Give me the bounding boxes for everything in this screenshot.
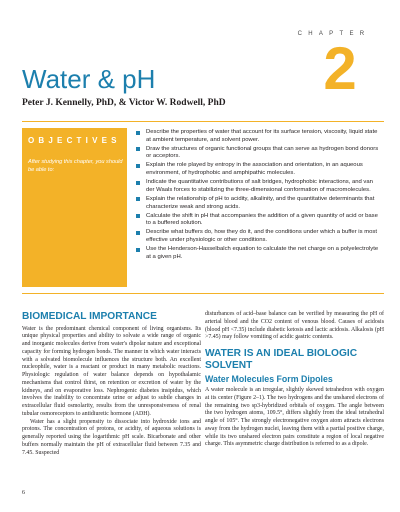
chapter-number: 2: [323, 35, 357, 102]
biomedical-paragraph-2: Water has a slight propensity to dissociate into hydroxide ions and protons. The concentration of protons, or acidity, of aqueous solutions is generally reported using the logarithmic pH scale. Bicarbonate and other buffers normally maintain the pH of extracellular fluid between 7.35 and 7.45. Suspected: [22, 418, 201, 456]
objective-item: [136, 146, 382, 161]
objective-item: [136, 213, 382, 228]
square-bullet-icon: [136, 248, 140, 252]
objective-item: [136, 162, 382, 177]
objectives-list: [136, 129, 382, 263]
page-number: 6: [22, 490, 25, 496]
objective-text: Describe what buffers do, how they do it, and the conditions under which a buffer is most effective under physiologic or other conditions.: [146, 229, 377, 243]
objectives-heading: OBJECTIVES: [28, 136, 121, 145]
objectives-sidebar: [22, 128, 127, 287]
objective-item: [136, 179, 382, 194]
biomedical-paragraph-3: disturbances of acid–base balance can be verified by measuring the pH of arterial blood and the CO2 content of venous blood. Causes of acidosis (blood pH <7.35) include diabetic ketosis and lactic acidosis. Alkalosis (pH >7.45) may follow vomiting of acidic gastric contents.: [205, 311, 384, 341]
chapter-label: CHAPTER: [297, 31, 371, 37]
chapter-title: Water & pH: [22, 64, 156, 94]
square-bullet-icon: [136, 147, 140, 151]
objective-text: Calculate the shift in pH that accompanies the addition of a given quantity of acid or base to a buffered solution.: [146, 212, 378, 227]
left-column: [22, 311, 201, 457]
square-bullet-icon: [136, 197, 140, 201]
right-column: [205, 311, 384, 449]
biomedical-heading: BIOMEDICAL IMPORTANCE: [22, 311, 157, 322]
square-bullet-icon: [136, 231, 140, 235]
objectives-subheading: After studying this chapter, you should be able to:: [28, 159, 123, 173]
objectives-box: [22, 121, 384, 294]
objective-text: Draw the structures of organic functional groups that can serve as hydrogen bond donors or acceptors.: [146, 145, 379, 160]
chapter-authors: Peter J. Kennelly, PhD, & Victor W. Rodwell, PhD: [22, 98, 226, 108]
objective-item: [136, 196, 382, 211]
objective-text: Explain the relationship of pH to acidity, alkalinity, and the quantitative determinants that characterize weak and strong acids.: [146, 195, 375, 210]
objective-item: [136, 129, 382, 144]
square-bullet-icon: [136, 214, 140, 218]
objective-item: [136, 229, 382, 244]
objective-text: Explain the role played by entropy in the association and orientation, in an aqueous environment, of hydrophobic and amphipathic molecules.: [146, 162, 363, 177]
dipoles-subheading: Water Molecules Form Dipoles: [205, 374, 333, 384]
dipoles-paragraph: A water molecule is an irregular, slightly skewed tetrahedron with oxygen at its center (Figure 2–1). The two hydrogens and the unshared electrons of the remaining two sp3-hybridized orbitals of oxygen. The angle between the two hydrogen atoms, 109.5°, differs slightly from the ideal tetrahedral angle of 105°. The strongly electronegative oxygen atom attracts electrons away from the hydrogen nuclei, leaving them with a partial positive charge, while its two unshared electron pairs constitute a region of local negative charge. This asymmetric charge distribution is referred to as a dipole.: [205, 387, 384, 448]
square-bullet-icon: [136, 181, 140, 185]
square-bullet-icon: [136, 164, 140, 168]
square-bullet-icon: [136, 131, 140, 135]
solvent-heading: WATER IS AN IDEAL BIOLOGIC SOLVENT: [205, 348, 358, 371]
objective-text: Indicate the quantitative contributions of salt bridges, hydrophobic interactions, and van der Waals forces to stabilizing the three-dimensional conformation of macromolecules.: [146, 179, 373, 193]
biomedical-paragraph-1: Water is the predominant chemical component of living organisms. Its unique physical properties and ability to solvate a wide range of organic and inorganic molecules derive from water's dipolar nature and exceptional capacity for forming hydrogen bonds. The manner in which water interacts with a solvated biomolecule influences the structure both. An excellent nucleophile, water is a reactant or product in many metabolic reactions. Physiologic regulation of water balance depends on hypothalamic mechanisms that control thirst, on retention or excretion of water by the kidneys, and on evaporative loss. Nephrogenic diabetes insipidus, which involves the inability to concentrate urine or adjust to subtle changes in extracellular fluid osmolarity, results from the unresponsiveness of renal tubular osmoreceptors to antidiuretic hormone (ADH).: [22, 325, 201, 417]
objective-text: Describe the properties of water that account for its surface tension, viscosity, liquid state at ambient temperature, and solvent power.: [146, 129, 378, 143]
objective-text: Use the Henderson-Hasselbalch equation to calculate the net charge on a polyelectrolyte at a given pH.: [146, 245, 379, 260]
objective-item: [136, 246, 382, 261]
